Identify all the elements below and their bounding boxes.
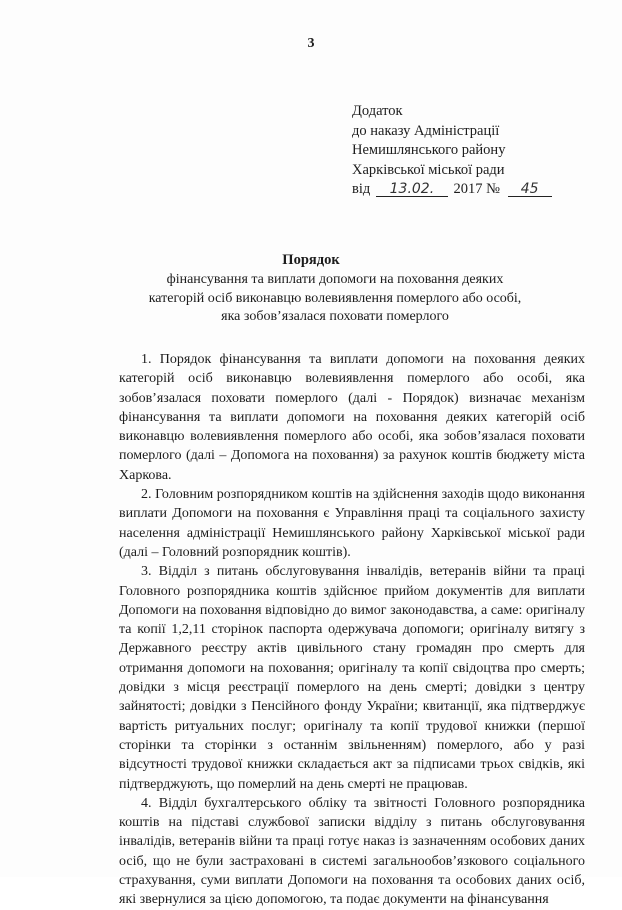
appendix-district: Немишлянського району	[352, 142, 506, 158]
subtitle-line: фінансування та виплати допомоги на поховання деяких	[166, 272, 504, 287]
appendix-label: Додаток	[352, 103, 403, 119]
paragraph-2: 2. Головним розпорядником коштів на здійснення заходів щодо виконання виплати Допомоги на поховання є Управління праці та соціального захисту населення адміністрації Немишлянського району Харківської міської ради (далі – Головний розпорядник коштів).	[119, 487, 585, 560]
handwritten-number: 45	[508, 182, 552, 197]
page-number: 3	[307, 36, 315, 51]
year-text: 2017 №	[453, 181, 500, 197]
paragraph-1: 1. Порядок фінансування та виплати допомоги на поховання деяких категорій осіб виконавцю волевиявлення померлого або особі, яка зобов’язалася поховати померлого (далі - Порядок) визначає механізм фінансування та виплати допомоги на поховання деяких категорій осіб виконавцю волевиявлення померлого або особі, яка зобов’язалася поховати померлого (далі – Допомога на поховання) за рахунок коштів бюджету міста Харкова.	[119, 352, 585, 483]
paragraph-4: 4. Відділ бухгалтерського обліку та звітності Головного розпорядника коштів на підставі службової записки відділу з питань обслуговування інвалідів, ветеранів війни та праці готує наказ із зазначенням особових даних осіб, що не були застраховані в системі загальнообов’язкового соціального страхування, суми виплати Допомоги на поховання та особових даних осіб, які звернулися за цією допомогою, та подає документи на фінансування	[119, 795, 585, 908]
document-body	[119, 350, 585, 910]
document-subtitle	[120, 271, 550, 327]
document-title: Порядок	[282, 252, 340, 268]
handwritten-date: 13.02.	[376, 182, 448, 197]
subtitle-line: яка зобов’язалася поховати померлого	[221, 309, 449, 324]
appendix-order-ref: до наказу Адміністрації	[352, 122, 500, 139]
appendix-date-line	[352, 180, 552, 200]
appendix-council: Харківської міської ради	[352, 161, 505, 178]
date-prefix: від	[352, 181, 371, 197]
appendix-header	[352, 102, 552, 200]
paragraph-3: 3. Відділ з питань обслуговування інвалідів, ветеранів війни та праці Головного розпорядника коштів здійснює прийом документів для виплати Допомоги на поховання відповідно до вимог законодавства, а саме: оригіналу та копії 1,2,11 сторінок паспорта одержувача допомоги; оригіналу витягу з Державного реєстру актів цивільного стану громадян про смерть для отримання допомоги на поховання; оригіналу та копії свідоцтва про смерть; довідки з місця реєстрації померлого на день смерті; довідки з центру зайнятості; довідки з Пенсійного фонду України; квитанції, яка підтверджує вартість ритуальних послуг; оригіналу та копії трудової книжки (першої сторінки та сторінки з останнім звільненням) померлого, або у разі відсутності трудової книжки складається акт за підписами трьох свідків, які підтверджують, що померлий на день смерті не працював.	[119, 564, 585, 792]
subtitle-line: категорій осіб виконавцю волевиявлення померлого або особі,	[148, 290, 522, 306]
